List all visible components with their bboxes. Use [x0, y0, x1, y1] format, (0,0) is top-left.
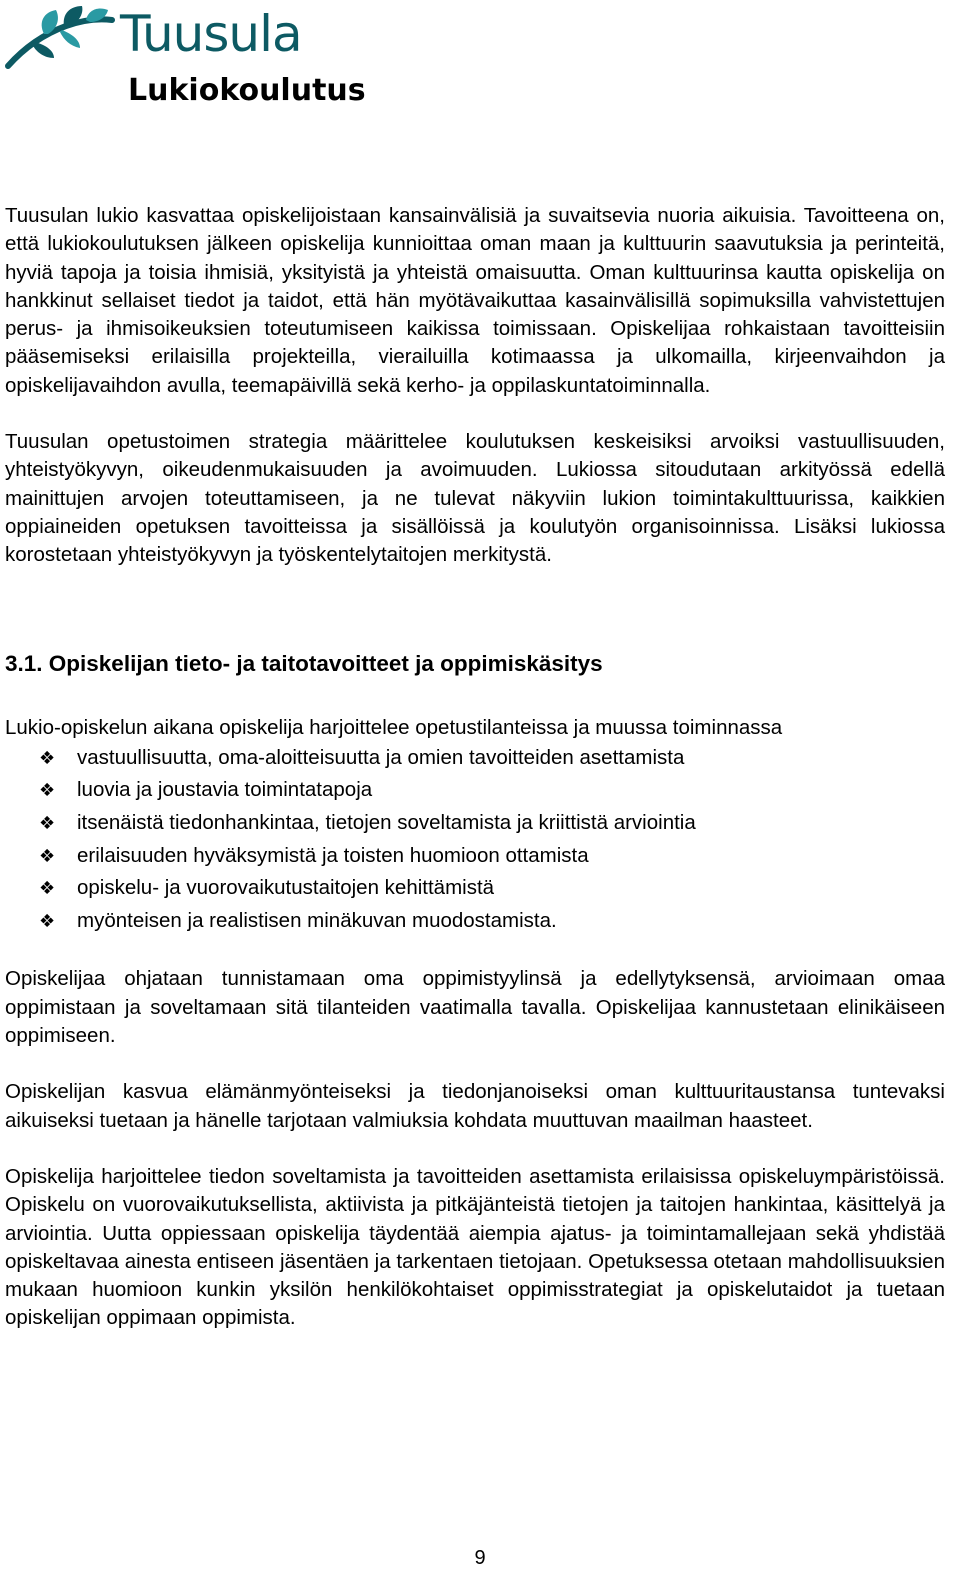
page-number: 9: [474, 1547, 486, 1569]
learning-concept-paragraph: Opiskelija harjoittelee tiedon soveltamista ja tavoitteiden asettamista erilaisissa opiskeluympäristöissä. Opiskelu on vuorovaikutuksellista, aktiivista ja pitkäjänteistä tietojen ja taitojen hankintaa, käsittelyä ja arviointia. Uutta oppiessaan opiskelija täydentää aiempia ajatus- ja toimintamallejaan sekä yhdistää opiskeltavaa ainesta entiseen jäsentäen ja tarkentaen tietojaan. Opetuksessa otetaan mahdollisuuksien mukaan huomioon kunkin yksilön henkilökohtaiset oppimisstrategiat ja opiskelutaidot ja tuetaan opiskelijan oppimaan oppimista.: [5, 1164, 945, 1330]
list-item: [5, 840, 945, 873]
intro-paragraph: Tuusulan lukio kasvattaa opiskelijoistaan kansainvälisiä ja suvaitsevia nuoria aikuisia. Tavoitteena on, että lukiokoulutuksen jälkeen opiskelija kunnioittaa oman maan ja kulttuurin saavutuksia ja perinteitä, hyviä tapoja ja toisia ihmisiä, yksityistä ja yhteistä omaisuutta. Oman kulttuurinsa kautta opiskelija on hankkinut sellaiset tiedot ja taidot, että hän myötävaikuttaa kasainvälisillä sopimuksilla vahvistettujen perus- ja ihmisoikeuksien toteutumiseen kaikissa toimissaan. Opiskelijaa rohkaistaan tavoitteisiin pääsemiseksi erilaisilla projekteilla, vierailuilla kotimaassa ja ulkomailla, kirjeenvaihdon ja opiskelijavaihdon avulla, teemapäivillä sekä kerho- ja oppilaskuntatoiminnalla.: [5, 204, 945, 397]
diamond-bullet-icon: ❖: [39, 845, 56, 866]
diamond-bullet-icon: ❖: [39, 780, 56, 801]
list-item-text: luovia ja joustavia toimintatapoja: [77, 778, 373, 802]
list-item-text: opiskelu- ja vuorovaikutustaitojen kehittämistä: [77, 876, 495, 900]
document-body: [5, 202, 945, 1361]
logo-wordmark: Tuusula: [120, 5, 302, 63]
section-title: Lukiokoulutus: [128, 73, 366, 108]
tuusula-leaf-logo-icon: [4, 4, 120, 70]
diamond-bullet-icon: ❖: [39, 813, 56, 834]
list-lead-text: Lukio-opiskelun aikana opiskelija harjoittelee opetustilanteissa ja muussa toiminnassa: [5, 715, 783, 739]
diamond-bullet-icon: ❖: [39, 910, 56, 931]
diamond-bullet-icon: ❖: [39, 747, 56, 768]
list-item: [5, 742, 945, 775]
list-item: [5, 905, 945, 938]
learning-style-paragraph: Opiskelijaa ohjataan tunnistamaan oma oppimistyylinsä ja edellytyksensä, arvioimaan omaa oppimistaan ja soveltamaan sitä tilanteiden vaatimalla tavalla. Opiskelijaa kannustetaan elinikäiseen oppimiseen.: [5, 967, 945, 1048]
subsection-heading: 3.1. Opiskelijan tieto- ja taitotavoitteet ja oppimiskäsitys: [5, 650, 603, 676]
page-header: [0, 0, 960, 120]
list-item: [5, 807, 945, 840]
list-item-text: itsenäistä tiedonhankintaa, tietojen soveltamista ja kriittistä arviointia: [77, 811, 696, 835]
skills-list: [5, 742, 945, 938]
diamond-bullet-icon: ❖: [39, 878, 56, 899]
list-item: [5, 872, 945, 905]
strategy-paragraph: Tuusulan opetustoimen strategia määrittelee koulutuksen keskeisiksi arvoiksi vastuullisuuden, yhteistyökyvyn, oikeudenmukaisuuden ja avoimuuden. Lukiossa sitoudutaan arkityössä edellä mainittujen arvojen toteuttamiseen, ja ne tulevat näkyviin lukion toimintakulttuurissa, kaikkien oppiaineiden opetuksen tavoitteissa ja sisällöissä ja koulutyön organisoinnissa. Lisäksi lukiossa korostetaan yhteistyökyvyn ja työskentelytaitojen merkitystä.: [5, 430, 945, 567]
growth-paragraph: Opiskelijan kasvua elämänmyönteiseksi ja tiedonjanoiseksi oman kulttuuritaustansa tuntevaksi aikuiseksi tuetaan ja hänelle tarjotaan valmiuksia kohdata muuttuvan maailman haasteet.: [5, 1080, 945, 1132]
list-item-text: myönteisen ja realistisen minäkuvan muodostamista.: [77, 908, 557, 932]
list-item-text: vastuullisuutta, oma-aloitteisuutta ja omien tavoitteiden asettamista: [77, 745, 685, 769]
list-item-text: erilaisuuden hyväksymistä ja toisten huomioon ottamista: [77, 843, 589, 867]
list-item: [5, 774, 945, 807]
